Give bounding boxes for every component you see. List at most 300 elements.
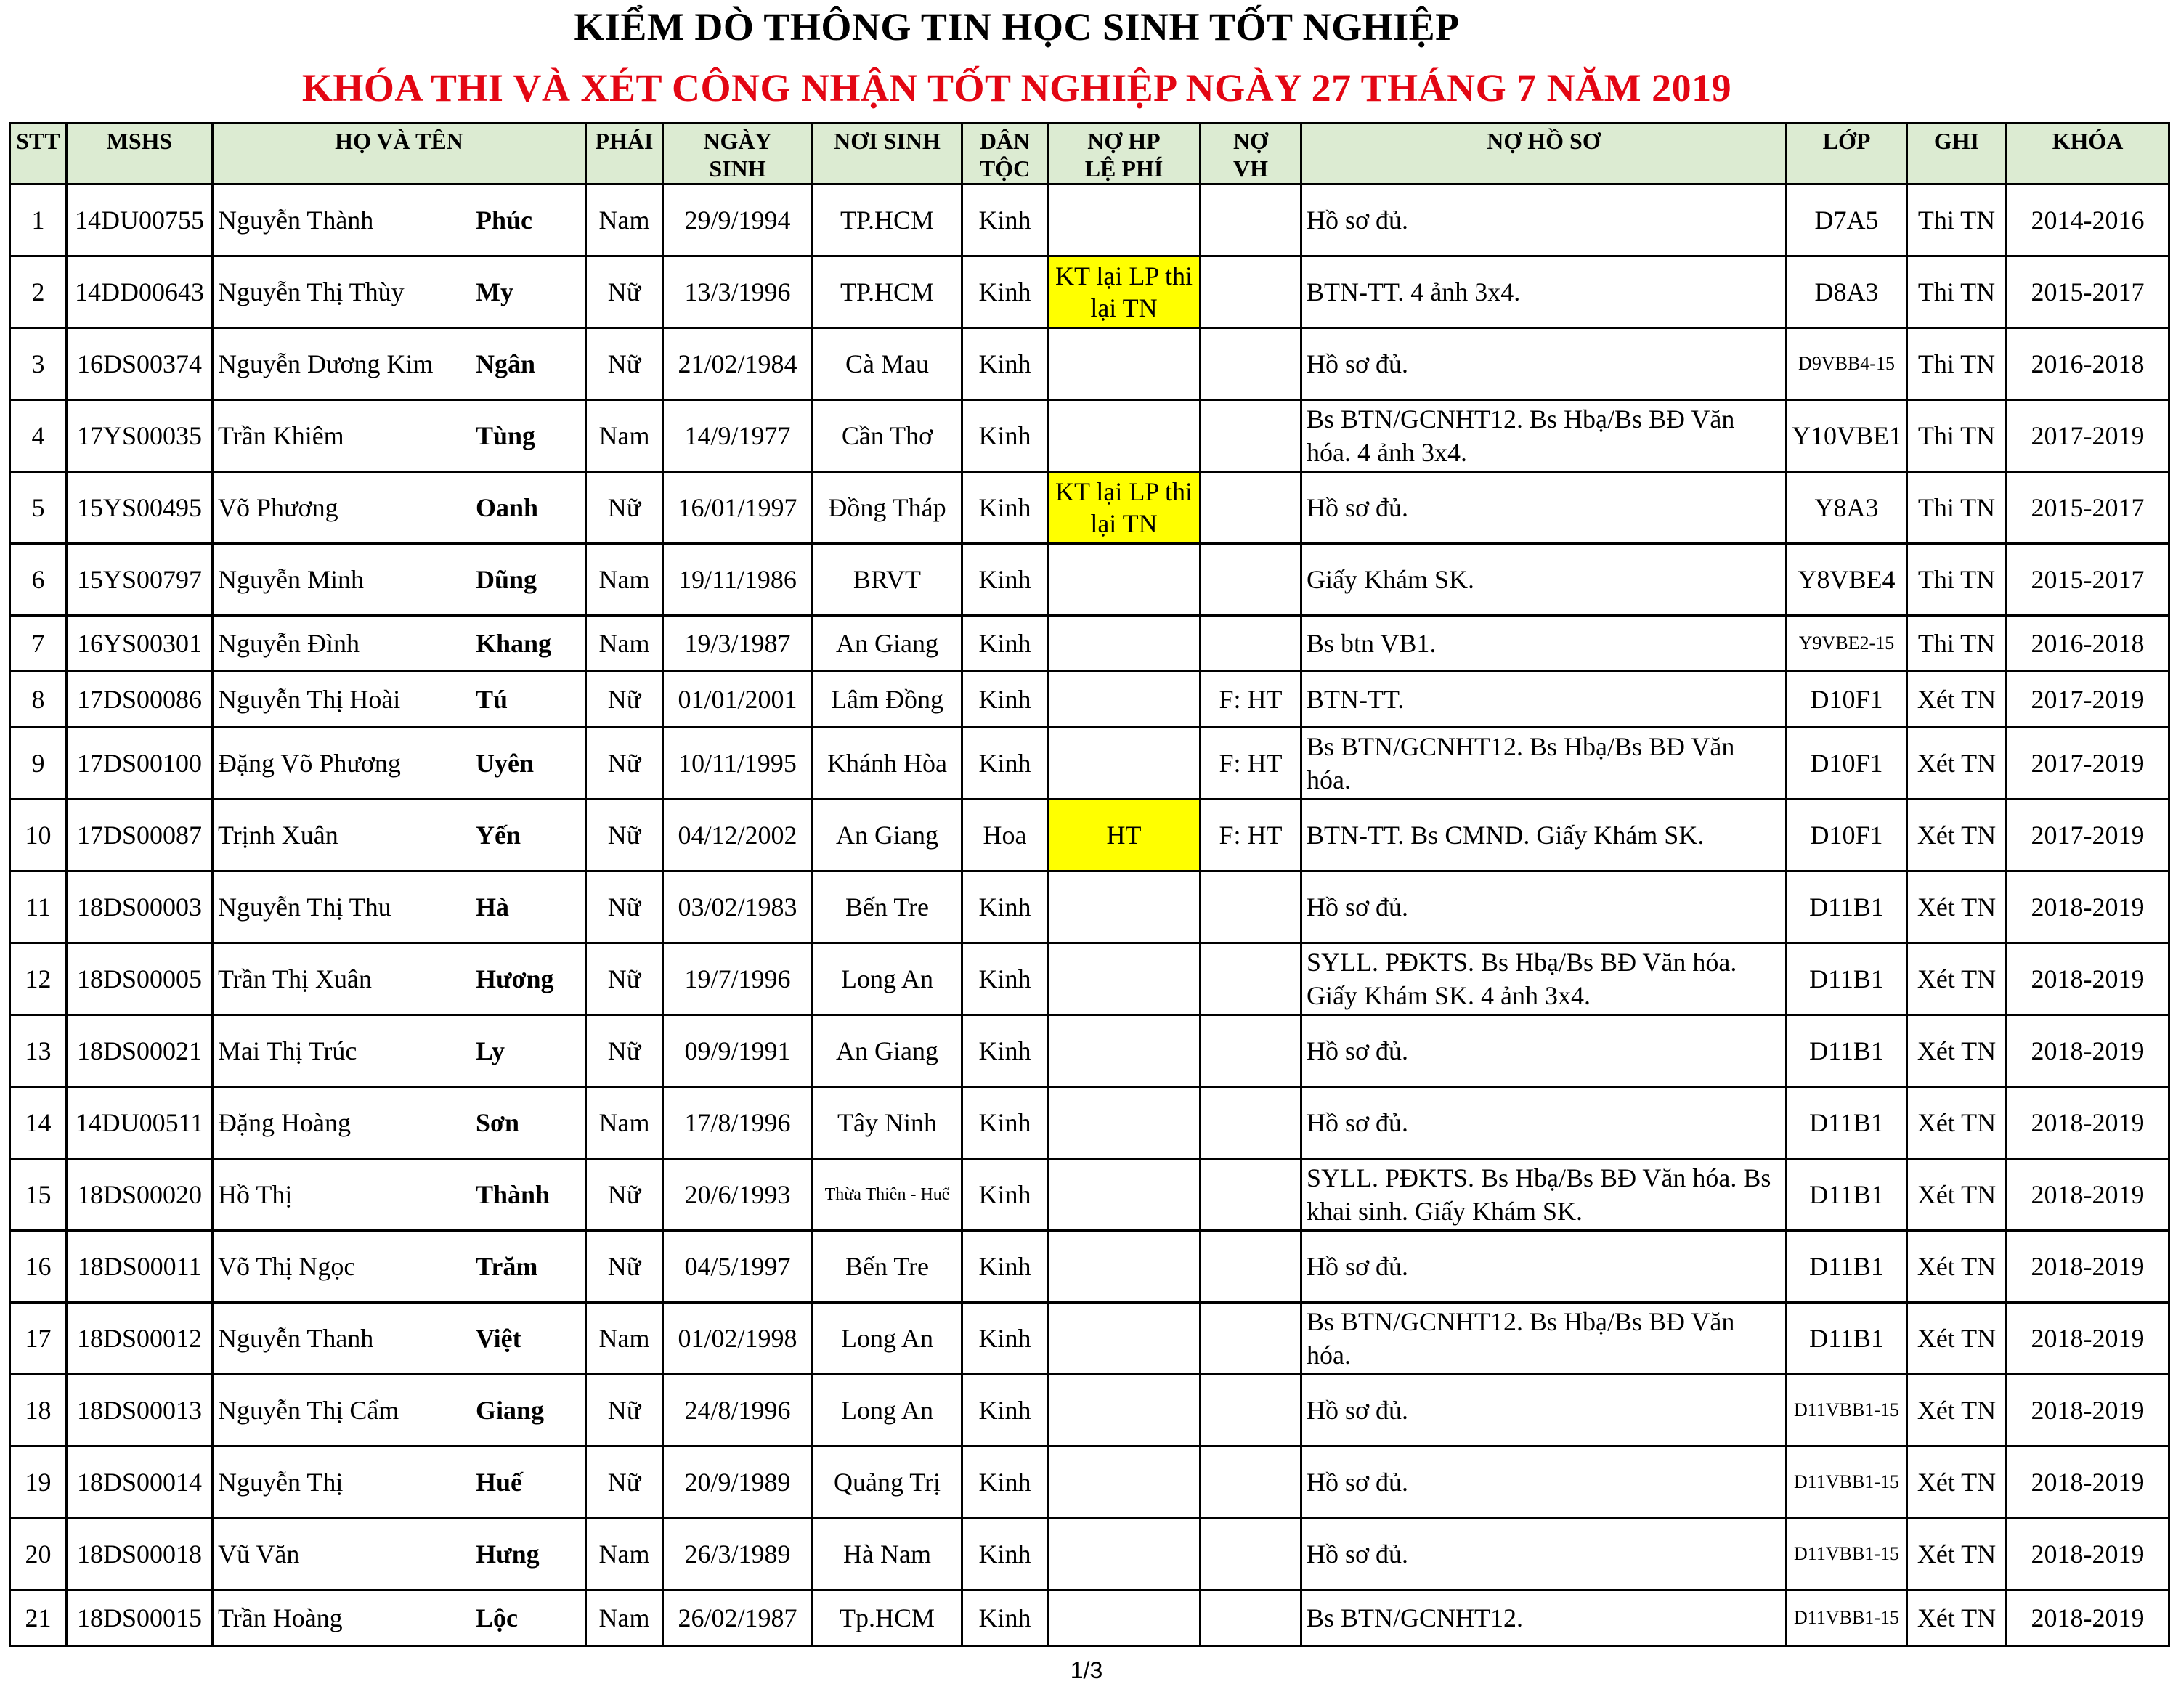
name-given: Tùng bbox=[476, 421, 536, 450]
header-dob bbox=[663, 123, 813, 184]
cell-stt: 7 bbox=[10, 616, 67, 672]
cell-birthplace: Bến Tre bbox=[813, 1231, 962, 1303]
cell-ethnicity: Kinh bbox=[962, 1015, 1048, 1087]
cell-course: 2018-2019 bbox=[2007, 1159, 2169, 1231]
name-given: Tú bbox=[476, 685, 508, 714]
cell-fee bbox=[1048, 328, 1201, 400]
cell-class: D10F1 bbox=[1787, 672, 1907, 728]
cell-fee bbox=[1048, 400, 1201, 472]
cell-dossier: SYLL. PĐKTS. Bs Hbạ/Bs BĐ Văn hóa. Bs khai sinh. Giấy Khám SK. bbox=[1301, 1159, 1787, 1231]
header-dob-line1: NGÀY bbox=[703, 128, 772, 154]
cell-stt: 5 bbox=[10, 472, 67, 544]
cell-dossier: Hồ sơ đủ. bbox=[1301, 328, 1787, 400]
cell-note: Xét TN bbox=[1907, 1375, 2007, 1447]
cell-note: Xét TN bbox=[1907, 1447, 2007, 1518]
cell-birthplace: TP.HCM bbox=[813, 184, 962, 256]
cell-dossier: Hồ sơ đủ. bbox=[1301, 1447, 1787, 1518]
name-given: Lộc bbox=[476, 1603, 518, 1632]
cell-dob: 14/9/1977 bbox=[663, 400, 813, 472]
cell-vh bbox=[1201, 871, 1301, 943]
cell-name bbox=[213, 1518, 586, 1590]
cell-dossier: Hồ sơ đủ. bbox=[1301, 1015, 1787, 1087]
cell-vh: F: HT bbox=[1201, 800, 1301, 871]
cell-ethnicity: Kinh bbox=[962, 472, 1048, 544]
cell-class: D11B1 bbox=[1787, 1087, 1907, 1159]
name-first: Đặng Hoàng bbox=[218, 1108, 351, 1137]
table-row bbox=[10, 1375, 2169, 1447]
cell-gender: Nữ bbox=[586, 1231, 663, 1303]
cell-vh bbox=[1201, 1375, 1301, 1447]
student-table bbox=[9, 122, 2170, 1647]
cell-course: 2018-2019 bbox=[2007, 1087, 2169, 1159]
cell-name bbox=[213, 616, 586, 672]
cell-note: Xét TN bbox=[1907, 1159, 2007, 1231]
name-given: Hưng bbox=[476, 1540, 540, 1569]
cell-gender: Nữ bbox=[586, 800, 663, 871]
cell-stt: 10 bbox=[10, 800, 67, 871]
cell-fee: KT lại LP thi lại TN bbox=[1048, 256, 1201, 328]
document-title: KIỂM DÒ THÔNG TIN HỌC SINH TỐT NGHIỆP bbox=[574, 5, 1460, 49]
header-vh bbox=[1201, 123, 1301, 184]
cell-course: 2015-2017 bbox=[2007, 472, 2169, 544]
cell-vh bbox=[1201, 1303, 1301, 1375]
cell-course: 2017-2019 bbox=[2007, 400, 2169, 472]
cell-name bbox=[213, 1303, 586, 1375]
cell-ethnicity: Kinh bbox=[962, 1590, 1048, 1646]
name-first: Nguyễn Thanh bbox=[218, 1324, 374, 1353]
header-birthplace: NƠI SINH bbox=[813, 123, 962, 184]
cell-dob: 29/9/1994 bbox=[663, 184, 813, 256]
cell-stt: 14 bbox=[10, 1087, 67, 1159]
cell-note: Xét TN bbox=[1907, 1518, 2007, 1590]
cell-vh bbox=[1201, 256, 1301, 328]
cell-dob: 20/9/1989 bbox=[663, 1447, 813, 1518]
cell-dossier: Hồ sơ đủ. bbox=[1301, 1087, 1787, 1159]
table-row bbox=[10, 328, 2169, 400]
cell-name bbox=[213, 400, 586, 472]
table-row bbox=[10, 672, 2169, 728]
table-row bbox=[10, 1231, 2169, 1303]
cell-mshs: 14DU00755 bbox=[67, 184, 213, 256]
header-mshs: MSHS bbox=[67, 123, 213, 184]
cell-fee bbox=[1048, 1447, 1201, 1518]
cell-class: D9VBB4-15 bbox=[1787, 328, 1907, 400]
cell-course: 2017-2019 bbox=[2007, 672, 2169, 728]
cell-dob: 13/3/1996 bbox=[663, 256, 813, 328]
cell-mshs: 14DU00511 bbox=[67, 1087, 213, 1159]
cell-vh bbox=[1201, 544, 1301, 616]
cell-mshs: 17DS00087 bbox=[67, 800, 213, 871]
cell-gender: Nữ bbox=[586, 1015, 663, 1087]
cell-ethnicity: Kinh bbox=[962, 544, 1048, 616]
cell-stt: 13 bbox=[10, 1015, 67, 1087]
cell-class: D11B1 bbox=[1787, 1015, 1907, 1087]
cell-dossier: Hồ sơ đủ. bbox=[1301, 1231, 1787, 1303]
cell-gender: Nam bbox=[586, 1303, 663, 1375]
name-first: Trịnh Xuân bbox=[218, 821, 338, 850]
table-row bbox=[10, 943, 2169, 1015]
cell-dob: 24/8/1996 bbox=[663, 1375, 813, 1447]
cell-stt: 11 bbox=[10, 871, 67, 943]
cell-dob: 01/02/1998 bbox=[663, 1303, 813, 1375]
cell-fee bbox=[1048, 943, 1201, 1015]
cell-birthplace: TP.HCM bbox=[813, 256, 962, 328]
cell-name bbox=[213, 472, 586, 544]
cell-name bbox=[213, 328, 586, 400]
name-given: Uyên bbox=[476, 749, 534, 778]
cell-mshs: 17DS00100 bbox=[67, 728, 213, 800]
cell-gender: Nam bbox=[586, 616, 663, 672]
cell-name bbox=[213, 800, 586, 871]
cell-note: Thi TN bbox=[1907, 544, 2007, 616]
cell-name bbox=[213, 1590, 586, 1646]
table-row bbox=[10, 184, 2169, 256]
name-given: Sơn bbox=[476, 1108, 519, 1137]
header-dossier: NỢ HỒ SƠ bbox=[1301, 123, 1787, 184]
name-first: Nguyễn Đình bbox=[218, 629, 360, 658]
cell-class: D11VBB1-15 bbox=[1787, 1590, 1907, 1646]
name-given: My bbox=[476, 277, 513, 306]
cell-birthplace: Hà Nam bbox=[813, 1518, 962, 1590]
cell-note: Thi TN bbox=[1907, 616, 2007, 672]
cell-fee bbox=[1048, 1087, 1201, 1159]
cell-birthplace: Lâm Đồng bbox=[813, 672, 962, 728]
cell-mshs: 18DS00003 bbox=[67, 871, 213, 943]
cell-fee bbox=[1048, 1159, 1201, 1231]
cell-dob: 03/02/1983 bbox=[663, 871, 813, 943]
cell-stt: 3 bbox=[10, 328, 67, 400]
cell-birthplace: Bến Tre bbox=[813, 871, 962, 943]
cell-course: 2018-2019 bbox=[2007, 1015, 2169, 1087]
cell-class: D10F1 bbox=[1787, 728, 1907, 800]
cell-note: Xét TN bbox=[1907, 1231, 2007, 1303]
name-first: Nguyễn Minh bbox=[218, 565, 364, 594]
table-header-row bbox=[10, 123, 2169, 184]
cell-dossier: Bs BTN/GCNHT12. bbox=[1301, 1590, 1787, 1646]
cell-class: D11VBB1-15 bbox=[1787, 1518, 1907, 1590]
cell-birthplace: Cần Thơ bbox=[813, 400, 962, 472]
cell-name bbox=[213, 1087, 586, 1159]
header-name: HỌ VÀ TÊN bbox=[213, 123, 586, 184]
cell-mshs: 16YS00301 bbox=[67, 616, 213, 672]
name-given: Giang bbox=[476, 1396, 545, 1425]
cell-fee bbox=[1048, 184, 1201, 256]
cell-ethnicity: Kinh bbox=[962, 1087, 1048, 1159]
cell-gender: Nam bbox=[586, 400, 663, 472]
cell-course: 2018-2019 bbox=[2007, 1518, 2169, 1590]
name-given: Huế bbox=[476, 1468, 523, 1497]
name-given: Hương bbox=[476, 964, 554, 993]
cell-class: Y8A3 bbox=[1787, 472, 1907, 544]
header-fee-line2: LỆ PHÍ bbox=[1084, 155, 1163, 182]
cell-class: D7A5 bbox=[1787, 184, 1907, 256]
cell-birthplace: Long An bbox=[813, 943, 962, 1015]
cell-class: D11B1 bbox=[1787, 1231, 1907, 1303]
cell-dob: 21/02/1984 bbox=[663, 328, 813, 400]
cell-vh bbox=[1201, 1590, 1301, 1646]
name-first: Nguyễn Thị Thùy bbox=[218, 277, 405, 306]
cell-name bbox=[213, 544, 586, 616]
cell-vh: F: HT bbox=[1201, 728, 1301, 800]
cell-course: 2017-2019 bbox=[2007, 800, 2169, 871]
cell-birthplace: Thừa Thiên - Huế bbox=[813, 1159, 962, 1231]
cell-note: Xét TN bbox=[1907, 1087, 2007, 1159]
cell-gender: Nữ bbox=[586, 1447, 663, 1518]
cell-course: 2018-2019 bbox=[2007, 1590, 2169, 1646]
cell-birthplace: Quảng Trị bbox=[813, 1447, 962, 1518]
table-row bbox=[10, 728, 2169, 800]
cell-vh bbox=[1201, 1087, 1301, 1159]
cell-dob: 09/9/1991 bbox=[663, 1015, 813, 1087]
cell-vh bbox=[1201, 400, 1301, 472]
name-first: Nguyễn Thị Hoài bbox=[218, 685, 401, 714]
cell-name bbox=[213, 943, 586, 1015]
cell-stt: 18 bbox=[10, 1375, 67, 1447]
cell-dob: 19/11/1986 bbox=[663, 544, 813, 616]
cell-dossier: Hồ sơ đủ. bbox=[1301, 472, 1787, 544]
cell-course: 2018-2019 bbox=[2007, 943, 2169, 1015]
cell-mshs: 18DS00011 bbox=[67, 1231, 213, 1303]
name-first: Nguyễn Thành bbox=[218, 206, 374, 235]
cell-dossier: BTN-TT. Bs CMND. Giấy Khám SK. bbox=[1301, 800, 1787, 871]
table-row bbox=[10, 1447, 2169, 1518]
cell-ethnicity: Kinh bbox=[962, 1303, 1048, 1375]
cell-gender: Nam bbox=[586, 1518, 663, 1590]
cell-vh bbox=[1201, 943, 1301, 1015]
name-given: Dũng bbox=[476, 565, 537, 594]
table-row bbox=[10, 800, 2169, 871]
cell-ethnicity: Hoa bbox=[962, 800, 1048, 871]
cell-mshs: 16DS00374 bbox=[67, 328, 213, 400]
name-first: Vũ Văn bbox=[218, 1540, 300, 1569]
cell-mshs: 17YS00035 bbox=[67, 400, 213, 472]
cell-gender: Nữ bbox=[586, 943, 663, 1015]
table-row bbox=[10, 1303, 2169, 1375]
cell-fee bbox=[1048, 616, 1201, 672]
cell-stt: 12 bbox=[10, 943, 67, 1015]
cell-vh bbox=[1201, 184, 1301, 256]
cell-vh bbox=[1201, 472, 1301, 544]
cell-dossier: Bs BTN/GCNHT12. Bs Hbạ/Bs BĐ Văn hóa. bbox=[1301, 728, 1787, 800]
cell-course: 2018-2019 bbox=[2007, 1231, 2169, 1303]
table-row bbox=[10, 1159, 2169, 1231]
cell-note: Thi TN bbox=[1907, 400, 2007, 472]
header-fee bbox=[1048, 123, 1201, 184]
header-ethnicity bbox=[962, 123, 1048, 184]
table-body bbox=[10, 184, 2169, 1646]
cell-birthplace: An Giang bbox=[813, 616, 962, 672]
cell-ethnicity: Kinh bbox=[962, 1231, 1048, 1303]
cell-stt: 8 bbox=[10, 672, 67, 728]
cell-class: D8A3 bbox=[1787, 256, 1907, 328]
cell-gender: Nữ bbox=[586, 1159, 663, 1231]
table-row bbox=[10, 472, 2169, 544]
cell-vh bbox=[1201, 1518, 1301, 1590]
cell-mshs: 15YS00797 bbox=[67, 544, 213, 616]
name-given: Phúc bbox=[476, 206, 533, 235]
cell-note: Xét TN bbox=[1907, 871, 2007, 943]
cell-vh bbox=[1201, 616, 1301, 672]
cell-dob: 01/01/2001 bbox=[663, 672, 813, 728]
table-row bbox=[10, 871, 2169, 943]
cell-note: Xét TN bbox=[1907, 1590, 2007, 1646]
name-given: Oanh bbox=[476, 493, 539, 522]
cell-course: 2018-2019 bbox=[2007, 871, 2169, 943]
cell-dossier: Bs BTN/GCNHT12. Bs Hbạ/Bs BĐ Văn hóa. 4 ảnh 3x4. bbox=[1301, 400, 1787, 472]
cell-vh: F: HT bbox=[1201, 672, 1301, 728]
cell-gender: Nữ bbox=[586, 672, 663, 728]
name-first: Hồ Thị bbox=[218, 1180, 293, 1209]
name-first: Trần Thị Xuân bbox=[218, 964, 373, 993]
cell-birthplace: Khánh Hòa bbox=[813, 728, 962, 800]
cell-fee bbox=[1048, 544, 1201, 616]
cell-mshs: 18DS00021 bbox=[67, 1015, 213, 1087]
cell-note: Thi TN bbox=[1907, 328, 2007, 400]
cell-birthplace: BRVT bbox=[813, 544, 962, 616]
cell-dossier: Hồ sơ đủ. bbox=[1301, 1518, 1787, 1590]
cell-dob: 20/6/1993 bbox=[663, 1159, 813, 1231]
cell-dob: 17/8/1996 bbox=[663, 1087, 813, 1159]
cell-dossier: SYLL. PĐKTS. Bs Hbạ/Bs BĐ Văn hóa. Giấy Khám SK. 4 ảnh 3x4. bbox=[1301, 943, 1787, 1015]
cell-fee bbox=[1048, 1231, 1201, 1303]
name-first: Võ Thị Ngọc bbox=[218, 1252, 356, 1281]
name-given: Trăm bbox=[476, 1252, 538, 1281]
table-row bbox=[10, 544, 2169, 616]
cell-gender: Nữ bbox=[586, 728, 663, 800]
cell-mshs: 18DS00014 bbox=[67, 1447, 213, 1518]
cell-fee bbox=[1048, 1303, 1201, 1375]
cell-ethnicity: Kinh bbox=[962, 328, 1048, 400]
cell-course: 2016-2018 bbox=[2007, 616, 2169, 672]
cell-mshs: 18DS00012 bbox=[67, 1303, 213, 1375]
header-gender: PHÁI bbox=[586, 123, 663, 184]
table-row bbox=[10, 1087, 2169, 1159]
cell-vh bbox=[1201, 328, 1301, 400]
cell-name bbox=[213, 1231, 586, 1303]
cell-name bbox=[213, 728, 586, 800]
cell-class: D11B1 bbox=[1787, 871, 1907, 943]
header-stt: STT bbox=[10, 123, 67, 184]
name-given: Ly bbox=[476, 1036, 505, 1065]
cell-birthplace: Long An bbox=[813, 1303, 962, 1375]
cell-mshs: 18DS00018 bbox=[67, 1518, 213, 1590]
cell-course: 2018-2019 bbox=[2007, 1303, 2169, 1375]
cell-ethnicity: Kinh bbox=[962, 672, 1048, 728]
cell-note: Xét TN bbox=[1907, 728, 2007, 800]
cell-ethnicity: Kinh bbox=[962, 871, 1048, 943]
name-given: Yến bbox=[476, 821, 521, 850]
header-note: GHI bbox=[1907, 123, 2007, 184]
name-given: Việt bbox=[476, 1324, 521, 1353]
cell-vh bbox=[1201, 1231, 1301, 1303]
cell-class: Y8VBE4 bbox=[1787, 544, 1907, 616]
cell-course: 2015-2017 bbox=[2007, 544, 2169, 616]
cell-mshs: 18DS00005 bbox=[67, 943, 213, 1015]
header-dob-line2: SINH bbox=[709, 155, 766, 182]
cell-note: Xét TN bbox=[1907, 943, 2007, 1015]
cell-dossier: Bs BTN/GCNHT12. Bs Hbạ/Bs BĐ Văn hóa. bbox=[1301, 1303, 1787, 1375]
cell-class: D11VBB1-15 bbox=[1787, 1375, 1907, 1447]
cell-name bbox=[213, 256, 586, 328]
cell-fee bbox=[1048, 1518, 1201, 1590]
cell-course: 2015-2017 bbox=[2007, 256, 2169, 328]
cell-class: D11VBB1-15 bbox=[1787, 1447, 1907, 1518]
table-row bbox=[10, 1518, 2169, 1590]
cell-mshs: 17DS00086 bbox=[67, 672, 213, 728]
cell-mshs: 18DS00020 bbox=[67, 1159, 213, 1231]
cell-fee bbox=[1048, 1015, 1201, 1087]
cell-stt: 4 bbox=[10, 400, 67, 472]
cell-dossier: BTN-TT. 4 ảnh 3x4. bbox=[1301, 256, 1787, 328]
cell-note: Xét TN bbox=[1907, 800, 2007, 871]
cell-course: 2018-2019 bbox=[2007, 1375, 2169, 1447]
cell-class: D10F1 bbox=[1787, 800, 1907, 871]
cell-stt: 9 bbox=[10, 728, 67, 800]
cell-note: Thi TN bbox=[1907, 184, 2007, 256]
cell-fee: KT lại LP thi lại TN bbox=[1048, 472, 1201, 544]
header-vh-line2: VH bbox=[1233, 155, 1268, 182]
cell-dossier: Bs btn VB1. bbox=[1301, 616, 1787, 672]
cell-name bbox=[213, 184, 586, 256]
cell-gender: Nam bbox=[586, 184, 663, 256]
cell-course: 2014-2016 bbox=[2007, 184, 2169, 256]
cell-fee bbox=[1048, 728, 1201, 800]
cell-gender: Nam bbox=[586, 1087, 663, 1159]
cell-stt: 6 bbox=[10, 544, 67, 616]
cell-ethnicity: Kinh bbox=[962, 1375, 1048, 1447]
cell-name bbox=[213, 1159, 586, 1231]
cell-course: 2016-2018 bbox=[2007, 328, 2169, 400]
name-first: Trần Khiêm bbox=[218, 421, 344, 450]
cell-note: Xét TN bbox=[1907, 1303, 2007, 1375]
cell-vh bbox=[1201, 1447, 1301, 1518]
cell-name bbox=[213, 1015, 586, 1087]
table-row bbox=[10, 1590, 2169, 1646]
cell-fee bbox=[1048, 672, 1201, 728]
cell-fee bbox=[1048, 1590, 1201, 1646]
name-given: Thành bbox=[476, 1180, 551, 1209]
cell-class: D11B1 bbox=[1787, 943, 1907, 1015]
cell-class: D11B1 bbox=[1787, 1159, 1907, 1231]
cell-birthplace: Tây Ninh bbox=[813, 1087, 962, 1159]
cell-dossier: Giấy Khám SK. bbox=[1301, 544, 1787, 616]
cell-mshs: 15YS00495 bbox=[67, 472, 213, 544]
name-first: Nguyễn Thị bbox=[218, 1468, 344, 1497]
cell-dob: 04/5/1997 bbox=[663, 1231, 813, 1303]
name-given: Ngân bbox=[476, 349, 536, 378]
cell-gender: Nữ bbox=[586, 871, 663, 943]
table-row bbox=[10, 256, 2169, 328]
cell-birthplace: An Giang bbox=[813, 800, 962, 871]
cell-stt: 16 bbox=[10, 1231, 67, 1303]
table-row bbox=[10, 1015, 2169, 1087]
cell-birthplace: Long An bbox=[813, 1375, 962, 1447]
cell-dob: 16/01/1997 bbox=[663, 472, 813, 544]
cell-note: Xét TN bbox=[1907, 1015, 2007, 1087]
cell-vh bbox=[1201, 1159, 1301, 1231]
cell-ethnicity: Kinh bbox=[962, 1447, 1048, 1518]
name-first: Trần Hoàng bbox=[218, 1603, 343, 1632]
name-given: Khang bbox=[476, 629, 552, 658]
header-ethnicity-line2: TỘC bbox=[979, 155, 1031, 182]
cell-ethnicity: Kinh bbox=[962, 400, 1048, 472]
cell-mshs: 18DS00013 bbox=[67, 1375, 213, 1447]
cell-class: D11B1 bbox=[1787, 1303, 1907, 1375]
name-first: Nguyễn Thị Cẩm bbox=[218, 1396, 399, 1425]
cell-gender: Nam bbox=[586, 1590, 663, 1646]
cell-note: Thi TN bbox=[1907, 472, 2007, 544]
cell-name bbox=[213, 672, 586, 728]
